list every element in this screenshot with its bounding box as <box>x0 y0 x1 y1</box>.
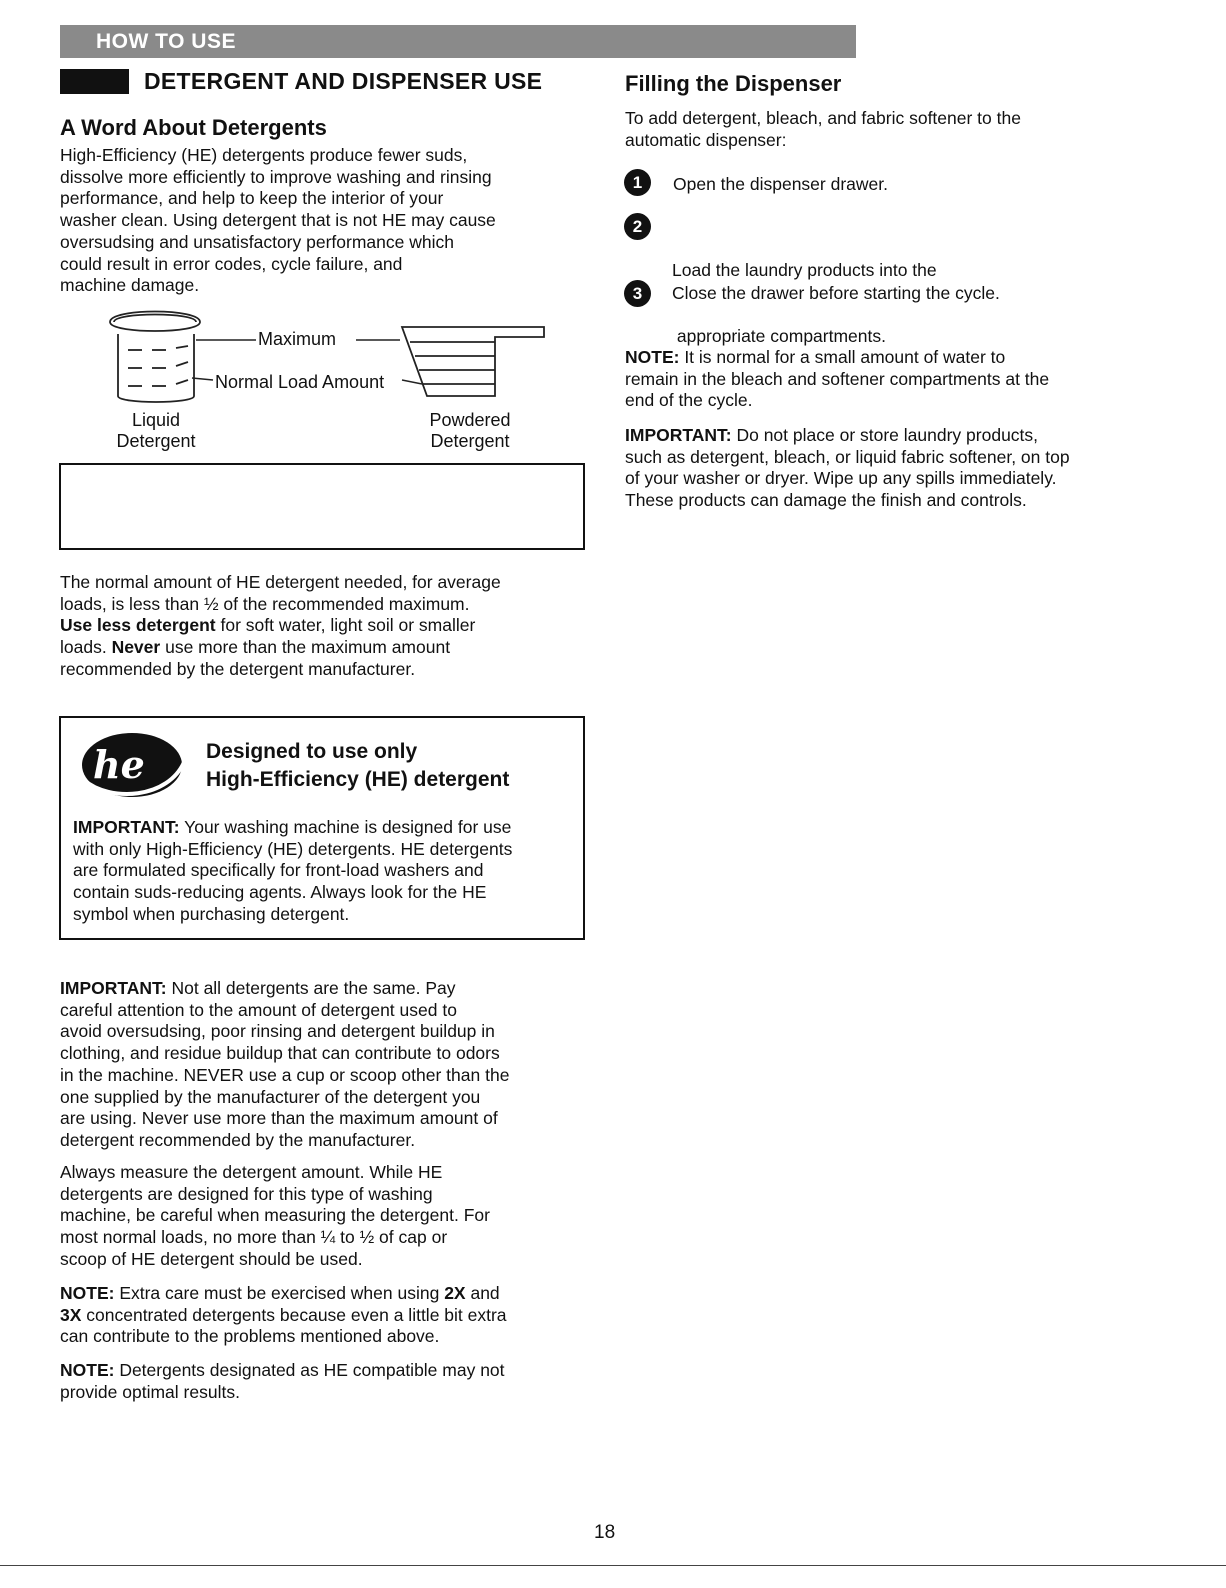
section-header-bar <box>60 25 856 58</box>
detergents-subheading: A Word About Detergents <box>60 115 327 140</box>
liquid-cap-illustration <box>110 312 200 403</box>
page-heading: DETERGENT AND DISPENSER USE <box>144 68 543 94</box>
important-detergents-paragraph: IMPORTANT: Not all detergents are the same. Pay careful attention to the amount of detergent used to avoid oversudsing, poor rinsing and detergent buildup in clothing, and residue buildup that can contribute to odors in the machine. NEVER use a cup or scoop other than the one supplied by the manufacturer of the detergent you are using. Never use more than the maximum amount of detergent recommended by the manufacturer. <box>60 978 510 1150</box>
dispenser-important: IMPORTANT: Do not place or store laundry products, such as detergent, bleach, or liquid fabric softener, on top of your washer or dryer. Wipe up any spills immediately. These products can damage the finish and controls. <box>625 425 1070 511</box>
note-he-compatible: NOTE: Detergents designated as HE compatible may not provide optimal results. <box>60 1360 505 1402</box>
measure-paragraph: Always measure the detergent amount. While HE detergents are designed for this type of washing machine, be careful when measuring the detergent. For most normal loads, no more than ¼ to ½ of cap or scoop of HE detergent should be used. <box>60 1162 490 1269</box>
powdered-detergent-label: Powdered Detergent <box>429 410 511 451</box>
section-title: HOW TO USE <box>96 30 236 53</box>
dispenser-heading: Filling the Dispenser <box>625 71 842 96</box>
page-number: 18 <box>594 1522 616 1543</box>
he-logo-icon <box>79 730 189 800</box>
he-box-text: IMPORTANT: Your washing machine is designed for use with only High-Efficiency (HE) detergents. HE detergents are formulated specifically for front-load washers and contain suds-reducing agents. Always look for the HE symbol when purchasing detergent. <box>73 817 513 924</box>
detergent-measure-figure <box>100 300 560 410</box>
step-number-badge: 3 <box>624 280 651 307</box>
liquid-detergent-label: Liquid Detergent <box>116 410 196 451</box>
detergents-intro: High-Efficiency (HE) detergents produce fewer suds, dissolve more efficiently to improve washing and rinsing performance, and help to keep the interior of your washer clean. Using detergent that is not HE may cause oversudsing and unsatisfactory performance which could result in error codes, cycle failure, and machine damage. <box>60 145 496 296</box>
step-number-badge: 1 <box>624 169 651 196</box>
svg-text:he: he <box>93 742 145 787</box>
heading-marker <box>60 69 129 94</box>
powder-scoop-illustration <box>402 327 544 396</box>
bottom-rule <box>0 1565 1226 1566</box>
amount-paragraph: The normal amount of HE detergent needed, for average loads, is less than ½ of the recommended maximum. Use less detergent for soft water, light soil or smaller loads. Never use more than the maximum amount recommended by the detergent manufacturer. <box>60 572 501 679</box>
dispenser-note: NOTE: It is normal for a small amount of water to remain in the bleach and softener compartments at the end of the cycle. <box>625 347 1050 411</box>
empty-notice-box <box>59 463 585 550</box>
step-number-badge: 2 <box>624 213 651 240</box>
dispenser-intro: To add detergent, bleach, and fabric softener to the automatic dispenser: <box>625 108 1021 150</box>
he-notice-box <box>59 716 585 940</box>
he-box-title: Designed to use only High-Efficiency (HE) detergent <box>206 740 510 791</box>
note-concentrated: NOTE: Extra care must be exercised when using 2X and 3X concentrated detergents because even a little bit extra can contribute to the problems mentioned above. <box>60 1283 507 1347</box>
maximum-label: Maximum <box>258 329 337 349</box>
normal-load-label: Normal Load Amount <box>215 372 385 392</box>
